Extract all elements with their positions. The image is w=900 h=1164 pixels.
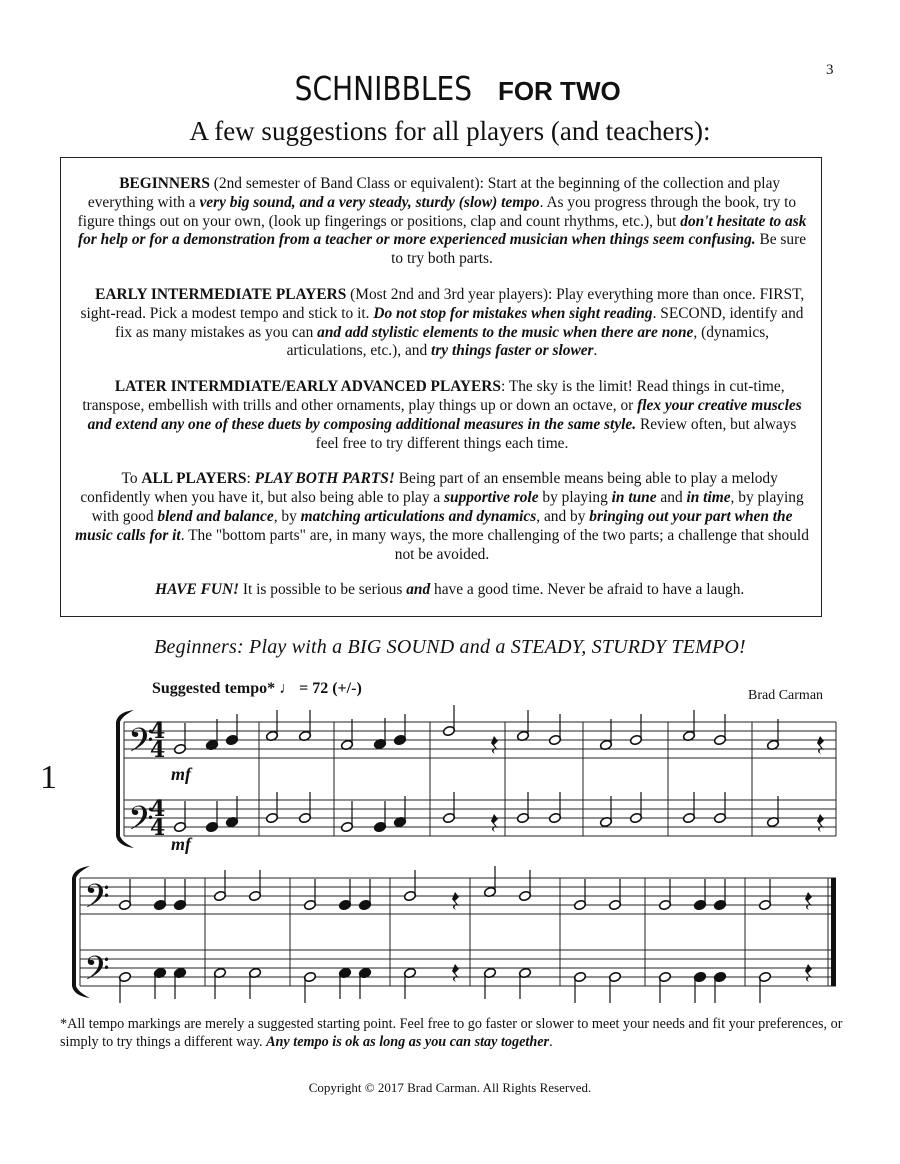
bass-clef-icon: 𝄢 <box>84 950 110 996</box>
quarter-rest <box>805 892 812 910</box>
emphasis-run: PLAY BOTH PARTS! <box>254 470 395 488</box>
emphasis-run: bringing out your part when the music calls for it <box>75 507 793 544</box>
quarter-rest <box>452 964 459 982</box>
emphasis-run: don't hesitate to ask for help or for a demonstration from a teacher or more experienced musician when things seem confusing. <box>77 212 807 249</box>
time-signature-bottom: 4 <box>150 815 166 841</box>
title-sub: FOR TWO <box>497 76 621 106</box>
quarter-note-icon: ♩ <box>279 680 296 697</box>
bass-clef-icon: 𝄢 <box>128 800 154 846</box>
time-signature-top: 4 <box>150 796 166 822</box>
bracket-1-top <box>116 710 134 722</box>
early-intermediate-label: EARLY INTERMEDIATE PLAYERS <box>95 285 347 303</box>
advanced-paragraph <box>75 378 809 453</box>
bracket-2-top <box>72 866 90 878</box>
early-intermediate-paragraph <box>75 286 809 361</box>
emphasis-run: Do not stop for mistakes when sight reading <box>373 304 653 322</box>
quarter-rest <box>491 736 498 754</box>
emphasis-run: and <box>406 581 431 599</box>
text-run: . <box>593 342 598 360</box>
text-run: : The sky is the limit! Read things in cut-time, transpose, embellish with trills and other ornaments, play things up or down an octave, or <box>82 378 785 414</box>
text-run: : <box>246 470 255 488</box>
emphasis-run: supportive role <box>444 489 539 507</box>
emphasis-run: very big sound, and a very steady, sturdy (slow) tempo <box>199 193 540 211</box>
time-signature-top: 4 <box>150 718 166 744</box>
tempo-marking <box>152 680 362 698</box>
text-run: It is possible to be serious <box>239 581 407 599</box>
text-run: . As you progress through the book, try to figure things out on your own, (look up fingerings or positions, clap and count rhythms, etc.), but <box>77 193 797 230</box>
text-run: . <box>549 1034 553 1050</box>
text-run: Review often, but always feel free to try different things each time. <box>315 415 797 452</box>
emphasis-run: blend and balance <box>157 507 274 525</box>
all-players-label: ALL PLAYERS <box>141 470 247 488</box>
bracket-2 <box>72 878 76 986</box>
beginners-label: BEGINNERS <box>119 175 210 192</box>
dynamic-mf: mf <box>171 764 191 784</box>
quarter-rest <box>452 892 459 910</box>
emphasis-run: matching articulations and dynamics <box>300 507 537 525</box>
bracket-1 <box>116 722 120 836</box>
text-run: , (dynamics, articulations, etc.), and <box>286 323 770 360</box>
suggestions-box <box>60 157 822 617</box>
text-run: , and by <box>536 507 590 525</box>
quarter-rest <box>805 964 812 982</box>
music-score <box>0 700 900 1010</box>
text-run: by playing <box>538 489 612 507</box>
composer-credit: Brad Carman <box>748 688 824 703</box>
beginners-instruction: Beginners: Play with a BIG SOUND and a STEADY, STURDY TEMPO! <box>154 636 746 658</box>
beginners-paragraph <box>75 175 809 269</box>
text-run: . The "bottom parts" are, in many ways, the more challenging of the two parts; a challenge that should not be avoided. <box>180 526 809 563</box>
text-run: (2nd semester of Band Class or equivalent): Start at the beginning of the collection and play everything with a <box>87 175 781 211</box>
quarter-rest <box>817 736 824 754</box>
page-subtitle: A few suggestions for all players (and teachers): <box>189 116 711 146</box>
tempo-value: = 72 (+/-) <box>299 680 362 697</box>
quarter-rest <box>817 814 824 832</box>
emphasis-run: Any tempo is ok as long as you can stay together <box>266 1034 550 1050</box>
time-signature-bottom: 4 <box>150 737 166 763</box>
text-run: . SECOND, identify and fix as many mistakes as you can <box>114 304 804 341</box>
emphasis-run: in tune <box>611 489 657 507</box>
text-run: Being part of an ensemble means being able to play a melody confidently when you have it, but also being able to play a <box>80 470 778 507</box>
emphasis-run: flex your creative muscles and extend any one of these duets by composing additional measures in the same style. <box>87 396 802 433</box>
system-number: 1 <box>40 759 57 796</box>
dynamic-mf: mf <box>171 834 191 854</box>
emphasis-run: try things faster or slower <box>431 342 594 360</box>
emphasis-run: and add stylistic elements to the music when there are none <box>317 323 694 341</box>
tempo-label: Suggested tempo* <box>152 680 276 697</box>
text-run: have a good time. Never be afraid to have a laugh. <box>430 581 745 599</box>
bass-clef-icon: 𝄢 <box>128 722 154 768</box>
text-run: *All tempo markings are merely a suggested starting point. Feel free to go faster or slower to meet your needs and fit your preferences, or simply to try things a different way. <box>60 1016 843 1050</box>
title-main: SCHNIBBLES <box>294 69 473 108</box>
text-run: (Most 2nd and 3rd year players): Play everything more than once. FIRST, sight-read. Pick a modest tempo and stick to it. <box>80 285 805 322</box>
emphasis-run: HAVE FUN! <box>155 581 240 599</box>
text-run: , by <box>273 507 301 525</box>
emphasis-run: in time <box>686 489 731 507</box>
advanced-label: LATER INTERMDIATE/EARLY ADVANCED PLAYERS <box>114 378 501 396</box>
tempo-footnote <box>60 1015 850 1051</box>
notation-notes <box>118 705 824 1003</box>
text-run: To <box>121 470 142 488</box>
bass-clef-icon: 𝄢 <box>84 878 110 924</box>
page-number: 3 <box>826 62 834 78</box>
quarter-rest <box>491 814 498 832</box>
final-barline <box>831 878 836 986</box>
text-run: , by playing with good <box>91 489 804 525</box>
text-run: Be sure to try both parts. <box>391 231 807 268</box>
all-players-paragraph <box>75 470 809 564</box>
text-run: and <box>656 489 687 507</box>
page-title <box>0 66 900 119</box>
copyright: Copyright © 2017 Brad Carman. All Rights Reserved. <box>308 1080 592 1095</box>
have-fun-paragraph <box>75 581 809 600</box>
